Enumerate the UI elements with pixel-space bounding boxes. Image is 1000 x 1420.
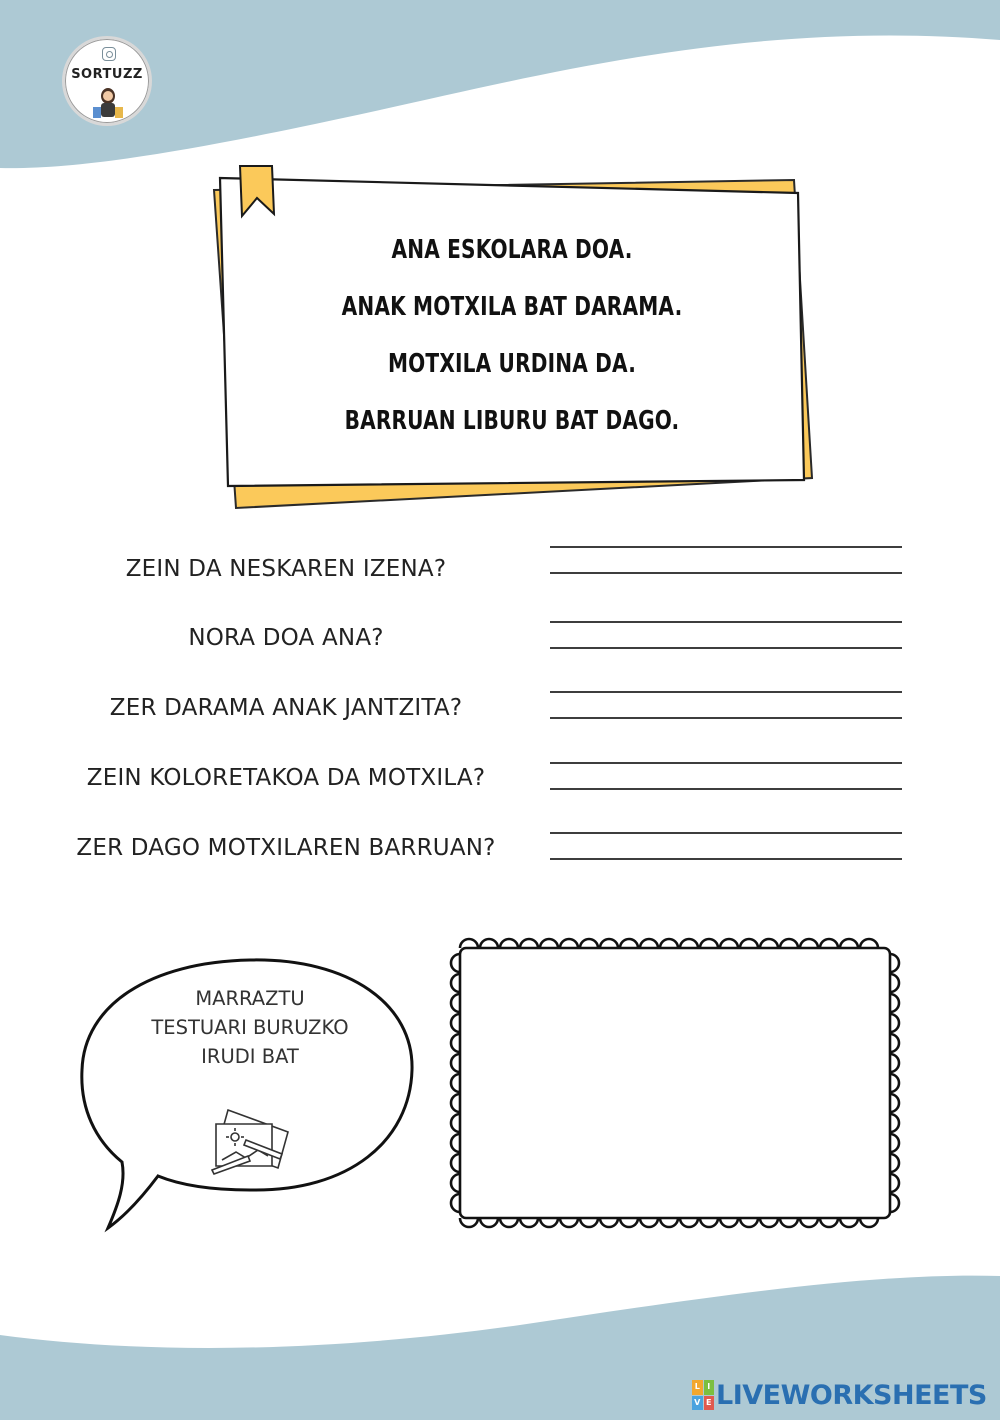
badge-letter: E [704, 1396, 715, 1411]
frame-scallop [680, 1218, 698, 1227]
frame-scallop [760, 1218, 778, 1227]
frame-scallop [451, 1094, 460, 1112]
frame-scallop [820, 939, 838, 948]
frame-scallop [560, 1218, 578, 1227]
badge-letter: L [692, 1380, 703, 1395]
frame-scallop [580, 939, 598, 948]
frame-scallop [890, 1154, 899, 1172]
frame-scallop [720, 939, 738, 948]
badge-letter: V [692, 1396, 703, 1411]
frame-scallop [451, 1194, 460, 1212]
frame-scallop [451, 1054, 460, 1072]
frame-scallop [800, 1218, 818, 1227]
frame-scallop [500, 939, 518, 948]
frame-scallop [451, 1174, 460, 1192]
frame-scallop [620, 939, 638, 948]
frame-scallop [840, 939, 858, 948]
reading-line: MOTXILA URDINA DA. [387, 349, 637, 379]
sortuzz-logo [62, 36, 152, 126]
brand-name: LIVEWORKSHEETS [716, 1379, 987, 1411]
frame-scallop [740, 939, 758, 948]
frame-scallop [820, 1218, 838, 1227]
question-4: ZEIN KOLORETAKOA DA MOTXILA? [86, 765, 486, 791]
frame-scallop [680, 939, 698, 948]
frame-scallop [451, 1114, 460, 1132]
frame-scallop [660, 1218, 678, 1227]
reading-text [271, 222, 753, 450]
live-badge-icon [692, 1380, 714, 1410]
badge-letter: I [704, 1380, 715, 1395]
frame-scallop [800, 939, 818, 948]
frame-scallop [890, 1074, 899, 1092]
reading-line: ANA ESKOLARA DOA. [391, 235, 633, 265]
frame-scallop [660, 939, 678, 948]
frame-scallop [890, 1054, 899, 1072]
frame-scallop [520, 939, 538, 948]
frame-scallop [500, 1218, 518, 1227]
frame-scallop [780, 939, 798, 948]
frame-scallop [890, 1134, 899, 1152]
frame-scallop [451, 1074, 460, 1092]
frame-scallop [600, 1218, 618, 1227]
instagram-icon [102, 47, 116, 61]
frame-scallop [890, 1194, 899, 1212]
reading-line: BARRUAN LIBURU BAT DAGO. [344, 406, 680, 436]
frame-scallop [460, 939, 478, 948]
frame-scallop [700, 939, 718, 948]
frame-scallop [840, 1218, 858, 1227]
frame-scallop [860, 939, 878, 948]
frame-scallop [451, 1154, 460, 1172]
frame-scallop [890, 954, 899, 972]
frame-scallop [460, 1218, 478, 1227]
drawing-prompt-line: IRUDI BAT [201, 1045, 299, 1068]
girl-with-books-icon [91, 85, 125, 121]
drawing-frame [460, 948, 890, 1218]
frame-scallop [451, 1014, 460, 1032]
frame-scallop [480, 1218, 498, 1227]
frame-scallop [540, 939, 558, 948]
frame-scallop [640, 939, 658, 948]
frame-scallop [451, 1134, 460, 1152]
frame-scallop [560, 939, 578, 948]
answer-lines [550, 547, 902, 859]
frame-scallop [890, 1034, 899, 1052]
question-3: ZER DARAMA ANAK JANTZITA? [109, 695, 463, 721]
frame-scallop [620, 1218, 638, 1227]
frame-scallop [890, 1014, 899, 1032]
frame-scallop [760, 939, 778, 948]
frame-scallop [540, 1218, 558, 1227]
drawing-prompt-line: MARRAZTU [195, 987, 305, 1010]
frame-scallop [860, 1218, 878, 1227]
frame-scallop [890, 1174, 899, 1192]
frame-scallop [451, 1034, 460, 1052]
drawing-prompt [145, 984, 355, 1071]
frame-scallop [890, 1114, 899, 1132]
frame-scallop [890, 994, 899, 1012]
reading-line: ANAK MOTXILA BAT DARAMA. [341, 292, 683, 322]
frame-scallop [780, 1218, 798, 1227]
frame-scallop [700, 1218, 718, 1227]
logo-text: SORTUZZ [71, 67, 143, 82]
frame-scallop [640, 1218, 658, 1227]
question-1: ZEIN DA NESKAREN IZENA? [125, 556, 447, 582]
frame-scallop [890, 974, 899, 992]
frame-scallop [451, 954, 460, 972]
frame-scallop [720, 1218, 738, 1227]
frame-scallop [451, 974, 460, 992]
frame-scallop [740, 1218, 758, 1227]
question-5: ZER DAGO MOTXILAREN BARRUAN? [76, 835, 496, 861]
frame-scallop [451, 994, 460, 1012]
frame-scallop [580, 1218, 598, 1227]
frame-scallop [520, 1218, 538, 1227]
question-2: NORA DOA ANA? [188, 625, 384, 651]
frame-scallop [890, 1094, 899, 1112]
liveworksheets-logo[interactable] [692, 1378, 987, 1412]
frame-scallop [600, 939, 618, 948]
frame-scallop [480, 939, 498, 948]
drawing-prompt-line: TESTUARI BURUZKO [151, 1016, 349, 1039]
